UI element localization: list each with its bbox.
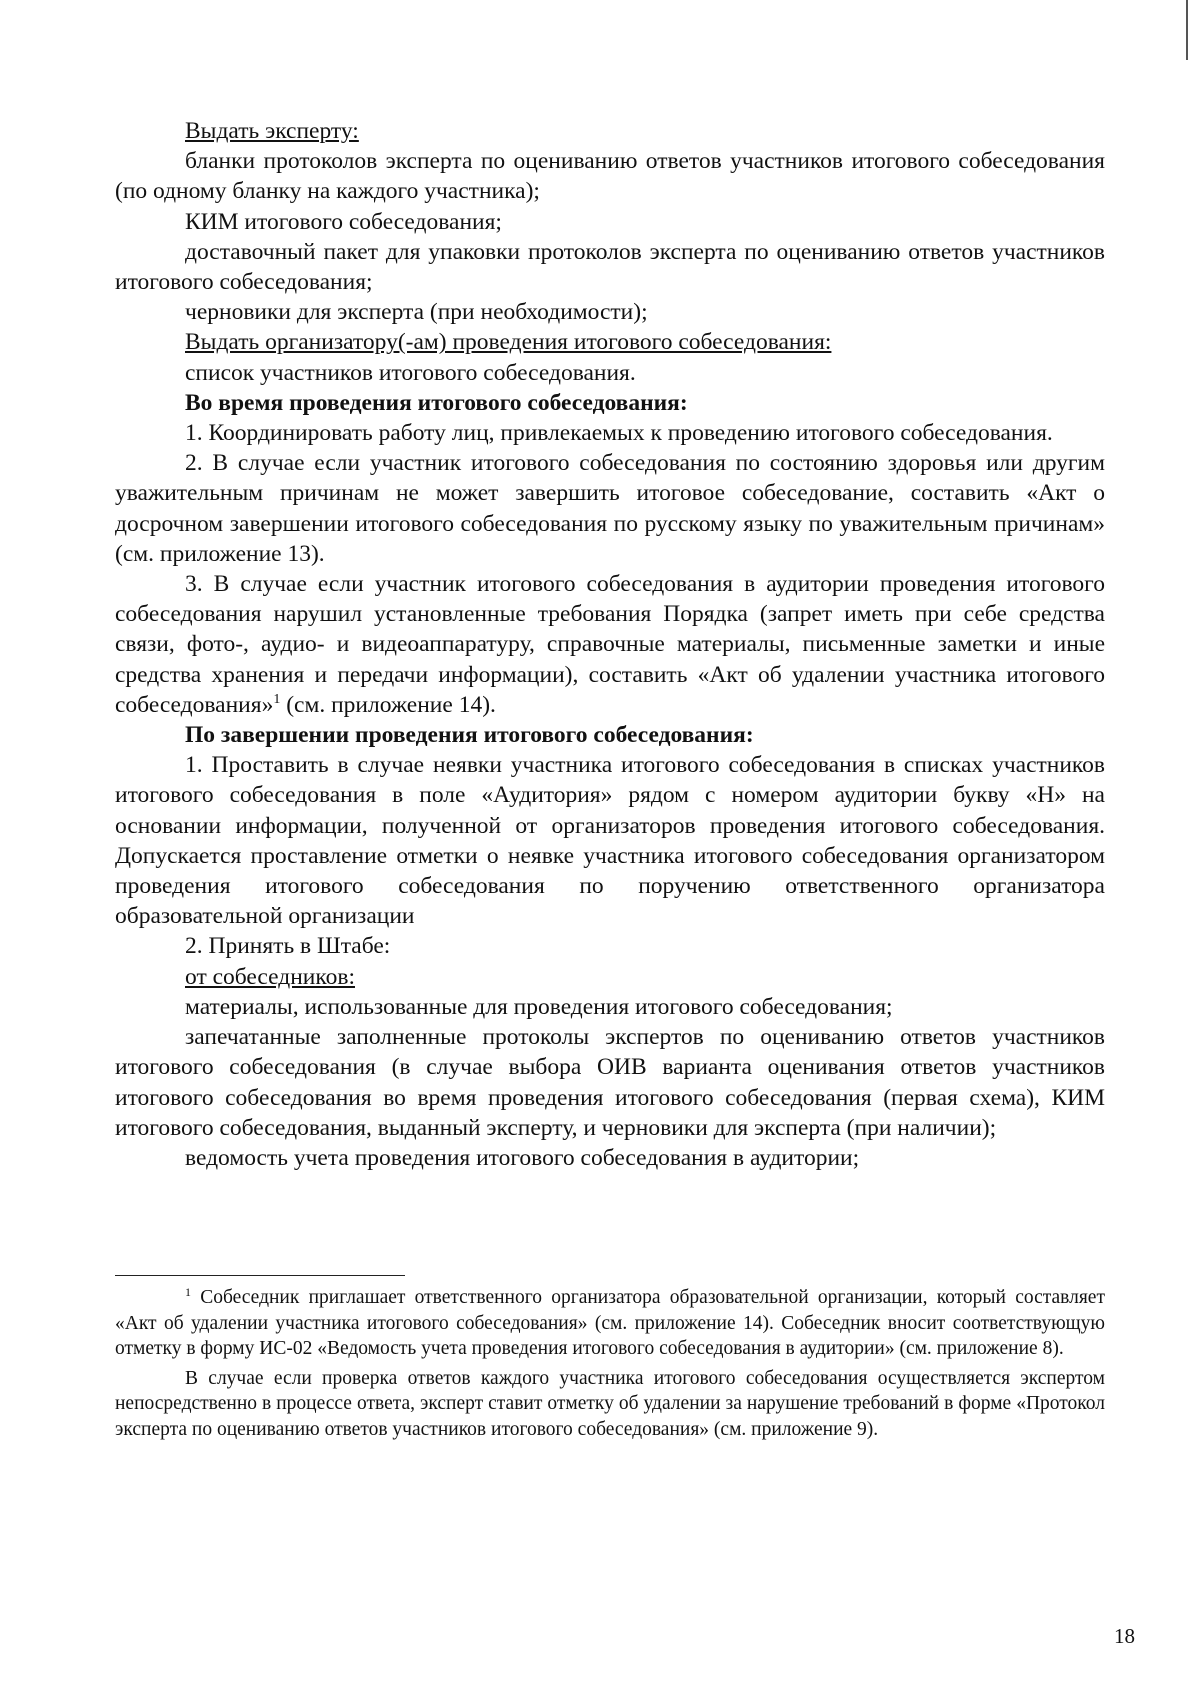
footnote-ref: 1 bbox=[273, 691, 281, 707]
paragraph: 2. В случае если участник итогового собеседования по состоянию здоровья или другим уважительным причинам не может завершить итоговое собеседование, составить «Акт о досрочном завершении итогового собеседования по русскому языку по уважительным причинам» (см. приложение 13). bbox=[115, 450, 1105, 567]
paragraph: КИМ итогового собеседования; bbox=[185, 208, 502, 235]
page-edge bbox=[1186, 0, 1188, 60]
paragraph bbox=[115, 569, 1105, 720]
footnote-mark: 1 bbox=[185, 1285, 191, 1299]
paragraph: список участников итогового собеседования. bbox=[185, 359, 636, 386]
heading-issue-to-expert: Выдать эксперту: bbox=[185, 118, 359, 144]
heading-issue-to-organizer: Выдать организатору(-ам) проведения итогового собеседования: bbox=[185, 329, 832, 356]
paragraph: 1. Координировать работу лиц, привлекаемых к проведению итогового собеседования. bbox=[185, 420, 1053, 447]
document-body bbox=[115, 116, 1105, 1173]
paragraph-text: 3. В случае если участник итогового собеседования в аудитории проведения итогового собеседования нарушил установленные требования Порядка (запрет иметь при себе средства связи, фото-, аудио- и видеоаппаратуру, справочные материалы, письменные заметки и иные средства хранения и передачи информации), составить «Акт об удалении участника итогового собеседования» bbox=[115, 571, 1105, 718]
footnote-text: Собеседник приглашает ответственного организатора образовательной организации, который составляет «Акт об удалении участника итогового собеседования» (см. приложение 14). Собеседник вносит соответствующую отметку в форму ИС-02 «Ведомость учета проведения итогового собеседования в аудитории» (см. приложение 8). bbox=[115, 1287, 1105, 1359]
footnote-continuation: В случае если проверка ответов каждого участника итогового собеседования осуществляется экспертом непосредственно в процессе ответа, эксперт ставит отметку об удалении за нарушение требований в форме «Протокол эксперта по оцениванию ответов участников итогового собеседования» (см. приложение 9). bbox=[115, 1367, 1105, 1440]
paragraph: доставочный пакет для упаковки протоколов эксперта по оцениванию ответов участников итогового собеседования; bbox=[115, 238, 1105, 296]
section-heading-during: Во время проведения итогового собеседования: bbox=[185, 389, 688, 416]
heading-from-interlocutors: от собеседников: bbox=[185, 963, 355, 990]
paragraph: бланки протоколов эксперта по оцениванию ответов участников итогового собеседования (по одному бланку на каждого участника); bbox=[115, 148, 1105, 205]
paragraph-text: (см. приложение 14). bbox=[280, 691, 496, 718]
footnote-1 bbox=[115, 1285, 1105, 1362]
footnotes bbox=[115, 1285, 1105, 1446]
paragraph: ведомость учета проведения итогового собеседования в аудитории; bbox=[185, 1144, 860, 1171]
paragraph: 1. Проставить в случае неявки участника итогового собеседования в списках участников итогового собеседования в поле «Аудитория» рядом с номером аудитории букву «Н» на основании информации, полученной от организаторов проведения итогового собеседования. Допускается проставление отметки о неявке участника итогового собеседования организатором проведения итогового собеседования по поручению ответственного организатора образовательной организации bbox=[115, 752, 1105, 930]
paragraph: запечатанные заполненные протоколы экспертов по оцениванию ответов участников итогового собеседования (в случае выбора ОИВ варианта оценивания ответов участников итогового собеседования во время проведения итогового собеседования (первая схема), КИМ итогового собеседования, выданный эксперту, и черновики для эксперта (при наличии); bbox=[115, 1024, 1105, 1141]
paragraph: 2. Принять в Штабе: bbox=[185, 933, 391, 960]
paragraph: материалы, использованные для проведения итогового собеседования; bbox=[185, 993, 893, 1020]
paragraph: черновики для эксперта (при необходимости); bbox=[185, 299, 648, 326]
page-number: 18 bbox=[1114, 1624, 1135, 1648]
section-heading-after: По завершении проведения итогового собеседования: bbox=[185, 722, 754, 749]
footnote-separator bbox=[115, 1275, 405, 1276]
